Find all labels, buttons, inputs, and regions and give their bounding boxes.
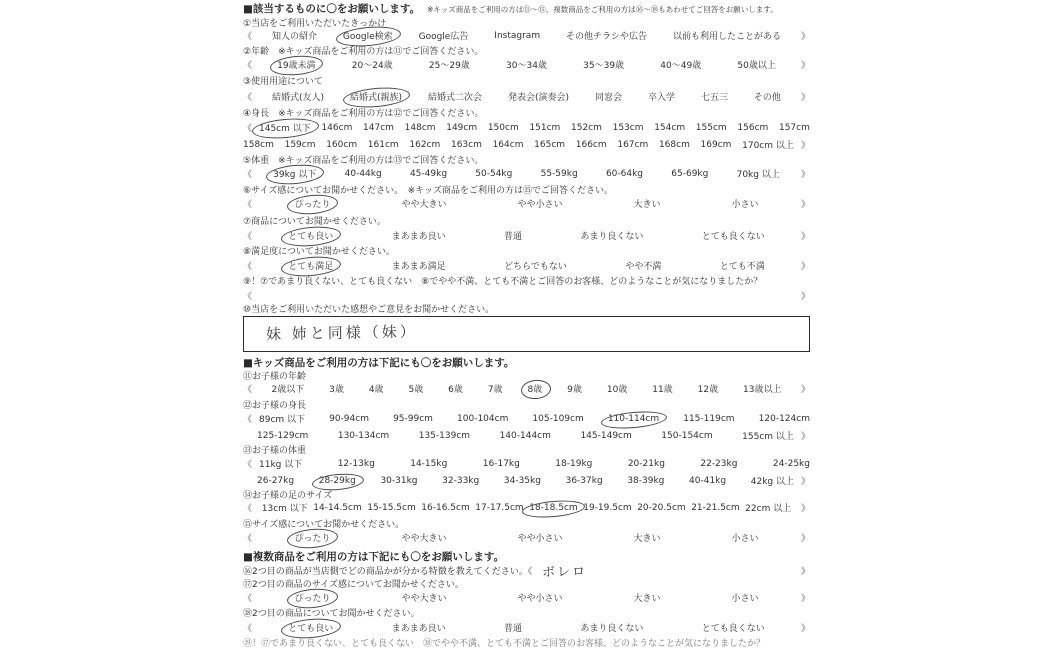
options-block (243, 89, 810, 104)
survey-option: 165cm (534, 139, 566, 150)
angle-bracket: 》 (800, 624, 810, 634)
options-group (259, 259, 794, 272)
survey-option: 結婚式二次会 (427, 93, 482, 103)
survey-option: Google広告 (418, 32, 469, 42)
question-label: ⑥サイズ感についてお聞かせください。 ※キッズ商品をご利用の方は⑮でご回答ください。 (243, 186, 614, 196)
options-row (243, 166, 810, 181)
angle-bracket: 》 (800, 477, 810, 487)
options-group (259, 531, 794, 544)
angle-bracket: 《 (243, 93, 253, 103)
section-header (243, 1, 810, 16)
options-block-two-line (243, 119, 810, 153)
question-label: ④身長 ※キッズ商品をご利用の方は⑫でご回答ください。 (243, 109, 484, 119)
survey-option: その他 (753, 93, 781, 103)
survey-option: 13歳以上 (743, 385, 782, 395)
survey-option: 40-41kg (689, 475, 727, 486)
survey-option: 152cm (571, 122, 602, 133)
options-row (243, 455, 810, 472)
survey-option: 18-19kg (555, 458, 593, 469)
survey-option: 16-17kg (482, 458, 520, 469)
survey-option: 170cm 以上 (742, 141, 794, 151)
question-label: ①当店をご利用いただいたきっかけ (243, 19, 387, 29)
options-row (243, 590, 810, 605)
survey-option: 小さい (731, 594, 759, 604)
survey-option: まあまあ良い (391, 624, 446, 634)
options-group (259, 591, 794, 604)
options-row (243, 500, 810, 515)
options-block-two-line (243, 455, 810, 489)
angle-bracket: 《 (243, 292, 253, 302)
survey-option: 163cm (450, 139, 482, 150)
survey-option: 12-13kg (337, 458, 375, 469)
options-block (243, 530, 810, 545)
survey-option: 大きい (633, 200, 661, 210)
survey-option: 小さい (731, 200, 759, 210)
survey-option: とても良くない (701, 624, 765, 634)
survey-option: 105-109cm (532, 413, 584, 424)
survey-option: 10歳 (606, 385, 628, 395)
survey-option-circled: 39kg 以下 (273, 167, 316, 180)
question-label: ⑭お子様の足のサイズ (243, 491, 333, 501)
options-group (243, 138, 794, 151)
survey-option: 40-44kg (344, 168, 382, 179)
angle-bracket: 《 (243, 534, 253, 544)
survey-option: 140-144cm (499, 430, 551, 441)
survey-option-circled: 110-114cm (607, 413, 660, 424)
survey-option: とても不満 (719, 262, 765, 272)
question-label: ⑱2つ目の商品についてお聞かせください。 (243, 609, 420, 619)
angle-bracket: 《 (243, 32, 253, 42)
question-label: ⑮サイズ感についてお聞かせください。 (243, 520, 405, 530)
survey-option: 3歳 (329, 385, 344, 395)
options-block (243, 28, 810, 43)
survey-option: Instagram (494, 30, 541, 41)
angle-bracket: 》 (800, 200, 810, 210)
survey-option: 162cm (409, 139, 441, 150)
options-block (243, 620, 810, 635)
survey-option: 90-94cm (329, 413, 369, 424)
angle-bracket: 》 (800, 262, 810, 272)
options-group (259, 229, 794, 242)
survey-option: 149cm (446, 122, 478, 133)
question-label: ⑯2つ目の商品が当店側でどの商品かが分かる特徴を教えてください。《 (243, 567, 533, 577)
options-group (257, 474, 794, 487)
survey-option: 25〜29歳 (428, 61, 470, 71)
survey-option: やや小さい (517, 534, 563, 544)
survey-option: 45-49kg (409, 168, 448, 179)
survey-option: 38-39kg (627, 475, 665, 486)
survey-option-circled: ぴったり (294, 197, 330, 210)
survey-option: 166cm (575, 139, 607, 150)
survey-option: あまり良くない (580, 624, 644, 634)
options-group (257, 429, 794, 442)
survey-option: 157cm (778, 122, 810, 133)
survey-option-circled: 8歳 (528, 382, 543, 395)
question-label: ⑩当店をご利用いただいた感想やご意見をお聞かせください。 (243, 305, 495, 315)
angle-bracket: 》 (800, 170, 810, 180)
survey-option: あまり良くない (580, 232, 644, 242)
survey-option: やや小さい (517, 594, 563, 604)
survey-option: 21-21.5cm (691, 502, 740, 513)
options-row (243, 410, 810, 427)
survey-option: 30-31kg (380, 475, 418, 486)
angle-bracket: 《 (243, 124, 253, 134)
survey-option: やや大きい (401, 534, 447, 544)
options-row (243, 28, 810, 43)
survey-option: 17-17.5cm (475, 502, 524, 513)
survey-option: 115-119cm (683, 413, 735, 424)
survey-option: やや大きい (401, 200, 447, 210)
survey-option: 大きい (633, 534, 661, 544)
survey-option: 22-23kg (700, 458, 738, 469)
survey-option-circled: 18-18.5cm (529, 502, 578, 513)
angle-bracket: 》 (800, 385, 810, 395)
survey-option: やや大きい (401, 594, 447, 604)
angle-bracket: 《 (243, 624, 253, 634)
options-block (243, 590, 810, 605)
survey-option-circled: ぴったり (294, 531, 330, 544)
survey-option: その他チラシや広告 (566, 32, 648, 42)
survey-option: まあまあ良い (391, 232, 446, 242)
options-row (243, 530, 810, 545)
question-label: ⑰2つ目の商品のサイズ感についてお聞かせください。 (243, 580, 464, 590)
survey-option-circled: とても満足 (288, 259, 333, 272)
angle-bracket: 《 (243, 200, 253, 210)
angle-bracket: 》 (800, 432, 810, 442)
section-header-title: ■複数商品をご利用の方は下記にも〇をお願いします。 (243, 551, 505, 563)
options-row (243, 119, 810, 136)
survey-option: やや不満 (625, 262, 662, 272)
angle-bracket: 》 (800, 141, 810, 151)
options-block-two-line (243, 410, 810, 444)
options-group (259, 457, 810, 470)
survey-option: 七五三 (700, 93, 728, 103)
angle-bracket: 《 (243, 232, 253, 242)
options-group (259, 501, 794, 514)
options-block (243, 57, 810, 72)
survey-option: 結婚式(友人) (271, 93, 325, 103)
survey-option: 小さい (731, 534, 759, 544)
survey-option: 159cm (284, 139, 316, 150)
survey-option: 168cm (658, 139, 690, 150)
survey-option: 2歳以下 (271, 385, 305, 395)
survey-option: 148cm (404, 122, 436, 133)
survey-option: 4歳 (368, 385, 384, 395)
options-row (243, 89, 810, 104)
angle-bracket: 《 (243, 262, 253, 272)
options-group (259, 197, 794, 210)
angle-bracket: 》 (800, 292, 810, 302)
survey-option: 14-14.5cm (313, 502, 362, 513)
section-header-title: ■キッズ商品をご利用の方は下記にも〇をお願いします。 (243, 357, 515, 369)
options-block (243, 381, 810, 396)
survey-option: 154cm (654, 122, 686, 133)
angle-bracket: 《 (243, 61, 253, 71)
survey-option: 60-64kg (605, 168, 644, 179)
survey-option: 156cm (737, 122, 769, 133)
survey-option: 11kg 以下 (259, 460, 303, 470)
angle-bracket: 》 (800, 594, 810, 604)
survey-option: まあまあ満足 (391, 262, 446, 272)
survey-option: 135-139cm (418, 430, 471, 441)
survey-option: 65-69kg (671, 168, 709, 179)
options-block (243, 166, 810, 181)
question-label: ③使用用途について (243, 77, 323, 87)
question-label: ⑫お子様の身長 (243, 401, 307, 411)
survey-option: 70kg 以上 (736, 170, 780, 180)
survey-option: 普通 (503, 624, 522, 634)
survey-option: 155cm 以上 (742, 432, 794, 442)
survey-option: 大きい (633, 594, 661, 604)
options-group (259, 58, 794, 71)
options-block (243, 228, 810, 243)
survey-option-circled: 19歳未満 (277, 58, 315, 71)
survey-option: 発表会(演奏会) (507, 93, 569, 103)
angle-bracket: 》 (800, 232, 810, 242)
handwritten-comment: 妹 姉と同様（妹） (265, 322, 418, 344)
angle-bracket: 《 (243, 460, 253, 470)
options-row (243, 258, 810, 273)
survey-option: 155cm (695, 122, 727, 133)
angle-bracket: 》 (800, 567, 810, 577)
question-label: ⑦商品についてお聞かせください。 (243, 217, 386, 227)
survey-option: 164cm (492, 139, 524, 150)
survey-document (243, 0, 810, 649)
survey-option: 7歳 (487, 385, 503, 395)
survey-option: 12歳 (697, 385, 719, 395)
survey-option: 9歳 (567, 385, 582, 395)
survey-option: 34-35kg (503, 475, 541, 486)
survey-option: 40〜49歳 (660, 61, 702, 71)
angle-bracket: 》 (800, 534, 810, 544)
survey-option: 160cm (326, 139, 358, 150)
options-row (243, 427, 810, 444)
options-group (259, 121, 810, 134)
survey-option: 167cm (617, 139, 649, 150)
free-comment-box (243, 316, 810, 352)
section-header (243, 355, 810, 370)
angle-bracket: 》 (800, 93, 810, 103)
survey-option: 知人の紹介 (271, 32, 317, 42)
options-group (259, 382, 794, 395)
survey-option: 13cm 以下 (261, 504, 308, 514)
options-group (259, 29, 794, 42)
survey-option: 26-27kg (257, 475, 295, 486)
survey-option: 158cm (243, 139, 274, 150)
survey-option: 20-20.5cm (637, 502, 686, 513)
survey-option: 22cm 以上 (745, 504, 792, 514)
question-label: ⑪お子様の年齢 (243, 372, 307, 382)
survey-option: 130-134cm (337, 430, 390, 441)
survey-option: 150cm (487, 122, 519, 133)
angle-bracket: 《 (243, 594, 253, 604)
survey-option: 14-15kg (410, 458, 448, 469)
handwritten-answer: ボレロ (542, 564, 588, 581)
survey-option: 55-59kg (540, 168, 578, 179)
angle-bracket: 》 (800, 32, 810, 42)
survey-option-circled: 結婚式(親族) (350, 90, 402, 103)
options-block (243, 500, 810, 515)
survey-option: 42kg 以上 (750, 477, 794, 487)
survey-option-circled: Google検索 (343, 29, 393, 42)
survey-option: 89cm 以下 (259, 415, 306, 425)
survey-option: 100-104cm (457, 413, 509, 424)
survey-option: どちらでもない (504, 262, 567, 272)
survey-option: 以前も利用したことがある (672, 32, 781, 42)
survey-option: 95-99cm (393, 413, 433, 424)
cut-off-bottom-line: ⑲！⑰であまり良くない、とても良くない ⑱でやや不満、とても不満とご回答のお客様、どのようなことが気になりましたか？ (243, 639, 766, 649)
survey-option: 普通 (503, 232, 522, 242)
survey-option: 20-21kg (627, 458, 665, 469)
survey-option: 24-25kg (772, 458, 810, 469)
survey-option-circled: 28-29kg (318, 475, 356, 486)
options-row (243, 472, 810, 489)
options-block (243, 258, 810, 273)
survey-option: 146cm (321, 122, 353, 133)
options-row (243, 228, 810, 243)
survey-option-circled: 145cm 以下 (259, 121, 311, 134)
survey-option: 125-129cm (257, 430, 309, 441)
survey-option: 30〜34歳 (506, 61, 547, 71)
angle-bracket: 《 (243, 385, 253, 395)
survey-option-circled: ぴったり (294, 591, 330, 604)
options-row (243, 136, 810, 153)
options-group (259, 90, 794, 103)
question-label: ②年齢 ※キッズ商品をご利用の方は⑪でご回答ください。 (243, 47, 484, 57)
survey-option: 35〜39歳 (583, 61, 625, 71)
survey-option: 169cm (700, 139, 732, 150)
angle-bracket: 》 (800, 61, 810, 71)
survey-option: 20〜24歳 (351, 61, 393, 71)
survey-option: 5歳 (408, 385, 424, 395)
survey-option: 153cm (612, 122, 644, 133)
survey-option: 36-37kg (565, 475, 603, 486)
survey-option: 32-33kg (442, 475, 480, 486)
angle-bracket: 》 (800, 504, 810, 514)
question-label: ⑤体重 ※キッズ商品をご利用の方は⑬でご回答ください。 (243, 156, 484, 166)
survey-option: 16-16.5cm (421, 502, 470, 513)
survey-option: 147cm (363, 122, 394, 133)
survey-option: 6歳 (448, 385, 463, 395)
survey-option: 161cm (367, 139, 399, 150)
angle-bracket: 《 (243, 504, 253, 514)
survey-option: 145-149cm (580, 430, 632, 441)
survey-option: 50-54kg (475, 168, 513, 179)
options-group (259, 621, 794, 634)
options-block (243, 196, 810, 211)
options-block (243, 288, 810, 303)
section-header-title: ■該当するものに〇をお願いします。 (243, 3, 421, 15)
angle-bracket: 《 (243, 415, 253, 425)
survey-option: 151cm (529, 122, 561, 133)
survey-option: 15-15.5cm (367, 502, 416, 513)
options-row (243, 381, 810, 396)
options-group (259, 167, 794, 180)
survey-option: とても良くない (701, 232, 765, 242)
survey-option-circled: とても良い (288, 621, 333, 634)
survey-option: 卒入学 (647, 93, 675, 103)
options-row (243, 620, 810, 635)
question-label: ⑬お子様の体重 (243, 446, 307, 456)
survey-option: やや小さい (517, 200, 563, 210)
angle-bracket: 《 (243, 170, 253, 180)
question-label: ⑨！⑦であまり良くない、とても良くない ⑧でやや不満、とても不満とご回答のお客様、どのようなことが気になりましたか？ (243, 277, 763, 287)
options-row (243, 196, 810, 211)
survey-option: 19-19.5cm (583, 502, 632, 513)
section-header-note: ※キッズ商品をご利用の方は⑪～⑮、複数商品をご利用の方は⑯～⑱もあわせてご回答をお願いします。 (427, 5, 778, 14)
options-row (243, 288, 810, 303)
options-row (243, 57, 810, 72)
question-label: ⑧満足度についてお聞かせください。 (243, 247, 395, 257)
survey-option: 11歳 (652, 385, 673, 395)
survey-option-circled: とても良い (288, 229, 333, 242)
survey-option: 50歳以上 (737, 61, 776, 71)
survey-option: 150-154cm (661, 430, 713, 441)
survey-option: 120-124cm (758, 413, 810, 424)
options-group (259, 412, 810, 425)
survey-option: 同窓会 (594, 93, 622, 103)
